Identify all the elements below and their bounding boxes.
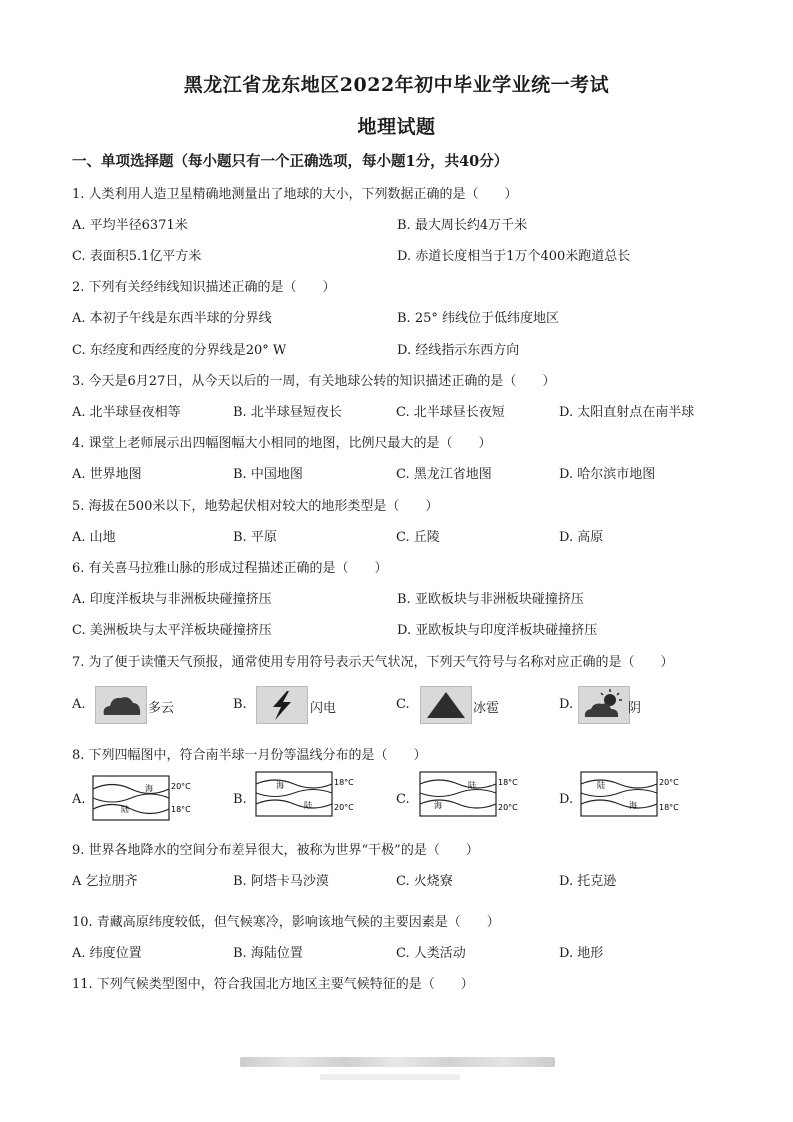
- top-region-text: 海: [145, 784, 153, 793]
- option-b: B. 25° 纬线位于低纬度地区: [397, 311, 559, 326]
- top-temp-label: 20°C: [171, 782, 191, 791]
- question-4: 4. 课堂上老师展示出四幅图幅大小相同的地图，比例尺最大的是（ ）: [72, 436, 492, 451]
- option-b: B. 北半球昼短夜长: [233, 405, 342, 420]
- section-heading: 一、单项选择题（每小题只有一个正确选项，每小题1分，共40分）: [72, 153, 509, 170]
- option-b: B. 中国地图: [233, 467, 303, 482]
- top-temp-label: 18°C: [498, 778, 518, 787]
- option-a: A. 平均半径6371米: [72, 218, 188, 233]
- option-b-name: 闪电: [310, 701, 337, 716]
- option-c: C. 美洲板块与太平洋板块碰撞挤压: [72, 623, 272, 638]
- option-c-letter: C.: [396, 792, 410, 807]
- question-1: 1. 人类利用人造卫星精确地测量出了地球的大小，下列数据正确的是（ ）: [72, 187, 518, 202]
- option-b-letter: B.: [233, 792, 247, 807]
- cloud-icon: [95, 686, 147, 724]
- bottom-region-text: 陆: [304, 801, 312, 810]
- question-9: 9. 世界各地降水的空间分布差异很大，被称为世界“干极”的是（ ）: [72, 843, 479, 858]
- question-11: 11. 下列气候类型图中，符合我国北方地区主要气候特征的是（ ）: [72, 977, 474, 992]
- option-c: C. 人类活动: [396, 946, 466, 961]
- top-temp-label: 18°C: [334, 778, 354, 787]
- option-d: D. 托克逊: [559, 874, 617, 889]
- exam-subtitle: 地理试题: [357, 116, 436, 138]
- option-b: B. 阿塔卡马沙漠: [233, 874, 329, 889]
- option-d-name: 阴: [628, 701, 642, 716]
- option-a: A. 北半球昼夜相等: [72, 405, 181, 420]
- option-d-letter: D.: [559, 697, 574, 712]
- question-10: 10. 青藏高原纬度较低，但气候寒冷，影响该地气候的主要因素是（ ）: [72, 915, 500, 930]
- option-d: D. 亚欧板块与印度洋板块碰撞挤压: [397, 623, 598, 638]
- option-b: B. 平原: [233, 530, 277, 545]
- question-3: 3. 今天是6月27日，从今天以后的一周，有关地球公转的知识描述正确的是（ ）: [72, 374, 556, 389]
- sun-behind-cloud-icon: [578, 686, 630, 724]
- option-a: A. 印度洋板块与非洲板块碰撞挤压: [72, 592, 272, 607]
- top-temp-label: 20°C: [659, 778, 679, 787]
- isotherm-diagram-c: [420, 772, 518, 816]
- option-a: A. 本初子午线是东西半球的分界线: [72, 311, 272, 326]
- option-a-letter: A.: [72, 697, 86, 712]
- option-a: A. 山地: [72, 530, 116, 545]
- option-d-letter: D.: [559, 792, 574, 807]
- option-b: B. 最大周长约4万千米: [397, 218, 528, 233]
- bottom-temp-label: 18°C: [171, 805, 191, 814]
- isotherm-diagram-d: [581, 772, 679, 816]
- option-c: C. 东经度和西经度的分界线是20° W: [72, 343, 287, 358]
- exam-title: 黑龙江省龙东地区2022年初中毕业学业统一考试: [183, 74, 610, 96]
- option-d: D. 赤道长度相当于1万个400米跑道总长: [397, 249, 631, 264]
- question-5: 5. 海拔在500米以下，地势起伏相对较大的地形类型是（ ）: [72, 499, 439, 514]
- footer-watermark: [240, 1057, 555, 1067]
- option-c: C. 表面积5.1亿平方米: [72, 249, 202, 264]
- question-7: 7. 为了便于读懂天气预报，通常使用专用符号表示天气状况，下列天气符号与名称对应正确的是（ ）: [72, 655, 674, 670]
- bottom-temp-label: 18°C: [659, 803, 679, 812]
- bottom-region-text: 海: [434, 801, 442, 810]
- option-a: A. 纬度位置: [72, 946, 142, 961]
- option-a: A 乞拉朋齐: [72, 874, 138, 889]
- top-region-text: 海: [276, 781, 284, 790]
- option-d: D. 哈尔滨市地图: [559, 467, 656, 482]
- question-8: 8. 下列四幅图中，符合南半球一月份等温线分布的是（ ）: [72, 748, 427, 763]
- question-2: 2. 下列有关经纬线知识描述正确的是（ ）: [72, 280, 336, 295]
- option-b: B. 海陆位置: [233, 946, 303, 961]
- option-c: C. 丘陵: [396, 530, 440, 545]
- top-region-text: 陆: [597, 781, 605, 790]
- option-a-letter: A.: [72, 792, 86, 807]
- hail-icon: [420, 686, 472, 724]
- bottom-region-text: 海: [629, 801, 637, 810]
- isotherm-diagram-a: [93, 776, 191, 820]
- option-c: C. 黑龙江省地图: [396, 467, 492, 482]
- top-region-text: 陆: [468, 781, 476, 790]
- option-d: D. 太阳直射点在南半球: [559, 405, 695, 420]
- option-c-letter: C.: [396, 697, 410, 712]
- option-d: D. 地形: [559, 946, 604, 961]
- option-d: D. 经线指示东西方向: [397, 343, 520, 358]
- option-d: D. 高原: [559, 530, 604, 545]
- option-b: B. 亚欧板块与非洲板块碰撞挤压: [397, 592, 584, 607]
- option-a: A. 世界地图: [72, 467, 142, 482]
- isotherm-diagram-b: [256, 772, 354, 816]
- option-c-name: 冰雹: [473, 701, 500, 716]
- bottom-region-text: 陆: [121, 805, 129, 814]
- lightning-icon: [256, 686, 308, 724]
- option-a-name: 多云: [148, 701, 175, 716]
- bottom-temp-label: 20°C: [498, 803, 518, 812]
- option-c: C. 北半球昼长夜短: [396, 405, 505, 420]
- bottom-temp-label: 20°C: [334, 803, 354, 812]
- option-c: C. 火烧寮: [396, 874, 453, 889]
- question-6: 6. 有关喜马拉雅山脉的形成过程描述正确的是（ ）: [72, 561, 388, 576]
- option-b-letter: B.: [233, 697, 247, 712]
- footer-watermark-line: [320, 1074, 460, 1080]
